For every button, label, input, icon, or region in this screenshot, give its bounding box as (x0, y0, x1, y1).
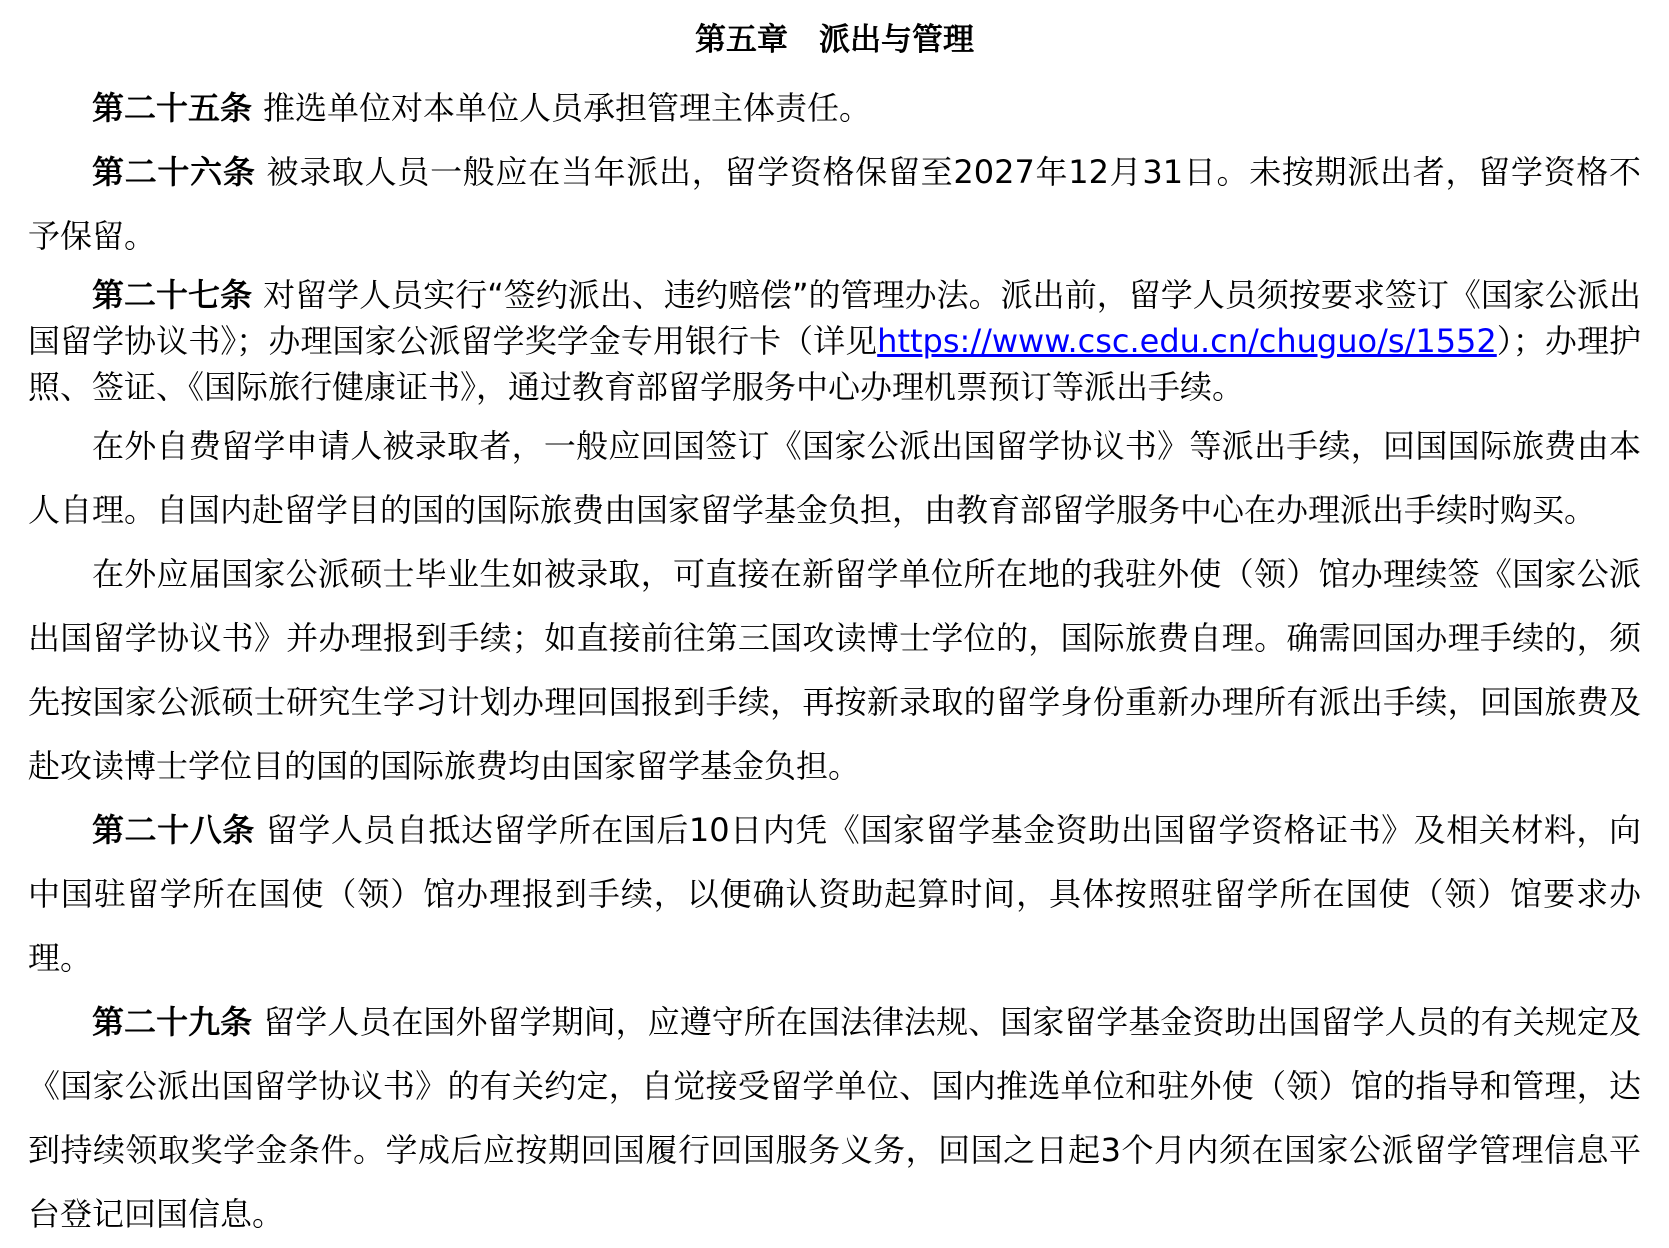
article-25-text: 推选单位对本单位人员承担管理主体责任。 (263, 89, 872, 127)
article-27-paragraph (28, 272, 1641, 410)
csc-url-link[interactable]: https://www.csc.edu.cn/chuguo/s/1552 (877, 322, 1497, 360)
article-28-text: 留学人员自抵达留学所在国后10日内凭《国家留学基金资助出国留学资格证书》及相关材料，向中国驻留学所在国使（领）馆办理报到手续，以便确认资助起算时间，具体按照驻留学所在国使（领）馆要求办理。 (28, 811, 1641, 977)
article-26-label: 第二十六条 (92, 153, 256, 191)
article-28-label: 第二十八条 (92, 811, 255, 849)
article-26-text: 被录取人员一般应在当年派出，留学资格保留至2027年12月31日。未按期派出者，留学资格不予保留。 (28, 153, 1641, 255)
masters-abroad-paragraph (28, 542, 1641, 798)
masters-abroad-text: 在外应届国家公派硕士毕业生如被录取，可直接在新留学单位所在地的我驻外使（领）馆办理续签《国家公派出国留学协议书》并办理报到手续；如直接前往第三国攻读博士学位的，国际旅费自理。确需回国办理手续的，须先按国家公派硕士研究生学习计划办理回国报到手续，再按新录取的留学身份重新办理所有派出手续，回国旅费及赴攻读博士学位目的国的国际旅费均由国家留学基金负担。 (28, 555, 1641, 785)
article-25-label: 第二十五条 (92, 89, 253, 127)
article-27-text-after-link: ）；办理护照、签证、《国际旅行健康证书》，通过教育部留学服务中心办理机票预订等派出手续。 (28, 322, 1641, 406)
self-funded-paragraph (28, 414, 1641, 542)
article-29-text: 留学人员在国外留学期间，应遵守所在国法律法规、国家留学基金资助出国留学人员的有关规定及《国家公派出国留学协议书》的有关约定，自觉接受留学单位、国内推选单位和驻外使（领）馆的指导和管理，达到持续领取奖学金条件。学成后应按期回国履行回国服务义务，回国之日起3个月内须在国家公派留学管理信息平台登记回国信息。 (28, 1003, 1641, 1233)
article-29-paragraph (28, 990, 1641, 1246)
self-funded-text: 在外自费留学申请人被录取者，一般应回国签订《国家公派出国留学协议书》等派出手续，回国国际旅费由本人自理。自国内赴留学目的国的国际旅费由国家留学基金负担，由教育部留学服务中心在办理派出手续时购买。 (28, 427, 1641, 529)
article-28-paragraph (28, 798, 1641, 990)
chapter-title: 第五章 派出与管理 (695, 22, 974, 58)
article-29-label: 第二十九条 (92, 1003, 253, 1041)
article-27-label: 第二十七条 (92, 276, 253, 314)
article-26-paragraph (28, 140, 1641, 268)
article-27-text-before-link: 对留学人员实行“签约派出、违约赔偿”的管理办法。派出前，留学人员须按要求签订《国家公派出国留学协议书》；办理国家公派留学奖学金专用银行卡（详见 (28, 276, 1641, 360)
article-25-paragraph (28, 76, 1641, 140)
